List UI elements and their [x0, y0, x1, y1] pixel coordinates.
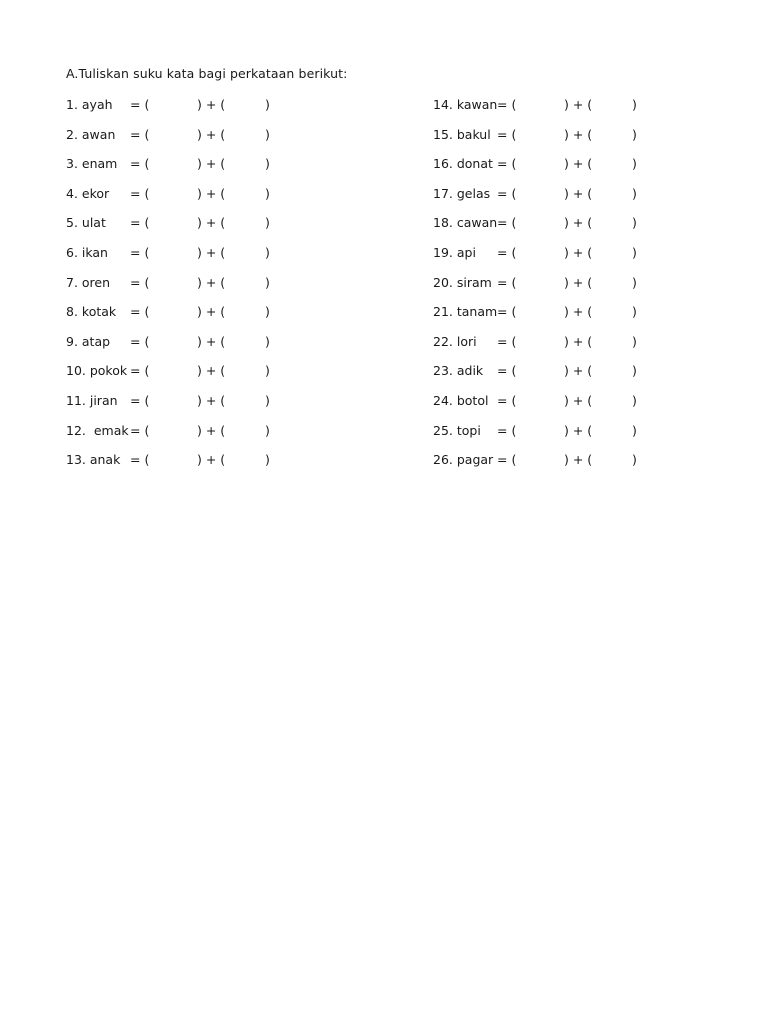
equals-open-paren: = (	[130, 97, 150, 112]
close-paren: )	[265, 304, 270, 320]
close-plus-open-paren: ) + (	[564, 392, 593, 408]
close-paren: )	[265, 333, 270, 349]
equals-open-paren: = (	[130, 274, 150, 290]
equals-open-paren: = (	[497, 304, 517, 320]
equals-open-paren: = (	[497, 156, 517, 172]
close-paren: )	[632, 333, 637, 349]
exercise-row	[433, 155, 673, 185]
close-plus-open-paren: ) + (	[197, 185, 226, 201]
exercise-word: 22. lori	[433, 333, 477, 349]
close-paren: )	[265, 274, 270, 290]
close-plus-open-paren: ) + (	[564, 126, 593, 142]
close-plus-open-paren: ) + (	[564, 363, 593, 379]
equals-open-paren: = (	[130, 422, 150, 438]
equals-open-paren: = (	[130, 452, 150, 468]
exercise-word: 15. bakul	[433, 126, 491, 142]
exercise-word: 9. atap	[66, 333, 111, 349]
close-paren: )	[265, 156, 270, 172]
equals-open-paren: = (	[497, 363, 517, 379]
equals-open-paren: = (	[497, 422, 517, 438]
equals-open-paren: = (	[130, 333, 150, 349]
equals-open-paren: = (	[130, 185, 150, 201]
exercise-word: 19. api	[433, 244, 476, 260]
equals-open-paren: = (	[130, 363, 150, 379]
close-plus-open-paren: ) + (	[197, 304, 226, 320]
close-paren: )	[632, 244, 637, 260]
equals-open-paren: = (	[130, 156, 150, 172]
exercise-row	[66, 244, 306, 274]
right-column	[433, 96, 673, 481]
close-plus-open-paren: ) + (	[197, 97, 226, 112]
close-plus-open-paren: ) + (	[564, 274, 593, 290]
instruction-heading: A.Tuliskan suku kata bagi perkataan berikut:	[66, 66, 348, 81]
exercise-word: 8. kotak	[66, 304, 117, 320]
close-paren: )	[632, 304, 637, 320]
exercise-row	[433, 303, 673, 333]
exercise-row	[433, 214, 673, 244]
close-plus-open-paren: ) + (	[197, 244, 226, 260]
exercise-row	[433, 392, 673, 422]
exercise-word: 2. awan	[66, 126, 116, 142]
equals-open-paren: = (	[497, 392, 517, 408]
close-paren: )	[632, 363, 637, 379]
exercise-word: 4. ekor	[66, 185, 110, 201]
close-paren: )	[265, 185, 270, 201]
exercise-word: 7. oren	[66, 274, 111, 290]
left-column	[66, 96, 306, 481]
close-plus-open-paren: ) + (	[564, 422, 593, 438]
exercise-row	[433, 333, 673, 363]
exercise-row	[66, 185, 306, 215]
exercise-word: 17. gelas	[433, 185, 491, 201]
exercise-row	[433, 451, 673, 481]
close-plus-open-paren: ) + (	[197, 333, 226, 349]
exercise-row	[66, 155, 306, 185]
exercise-row	[433, 96, 673, 126]
close-plus-open-paren: ) + (	[197, 156, 226, 172]
exercise-word: 3. enam	[66, 156, 118, 172]
close-plus-open-paren: ) + (	[564, 452, 593, 468]
exercise-word: 10. pokok	[66, 363, 128, 379]
equals-open-paren: = (	[497, 126, 517, 142]
close-plus-open-paren: ) + (	[564, 333, 593, 349]
close-plus-open-paren: ) + (	[564, 156, 593, 172]
exercise-row	[433, 244, 673, 274]
close-paren: )	[632, 156, 637, 172]
exercise-word: 26. pagar	[433, 452, 494, 468]
close-plus-open-paren: ) + (	[197, 126, 226, 142]
close-paren: )	[632, 126, 637, 142]
close-paren: )	[265, 126, 270, 142]
close-paren: )	[265, 244, 270, 260]
exercise-row	[66, 333, 306, 363]
equals-open-paren: = (	[130, 126, 150, 142]
close-paren: )	[265, 97, 270, 112]
close-plus-open-paren: ) + (	[564, 304, 593, 320]
exercise-row	[66, 126, 306, 156]
close-paren: )	[265, 363, 270, 379]
exercise-row	[66, 214, 306, 244]
exercise-row	[433, 422, 673, 452]
close-paren: )	[265, 392, 270, 408]
close-paren: )	[632, 185, 637, 201]
close-plus-open-paren: ) + (	[564, 244, 593, 260]
exercise-word: 23. adik	[433, 363, 484, 379]
equals-open-paren: = (	[497, 185, 517, 201]
equals-open-paren: = (	[497, 97, 517, 112]
equals-open-paren: = (	[497, 215, 517, 231]
exercise-word: 13. anak	[66, 452, 121, 468]
exercise-word: 20. siram	[433, 274, 492, 290]
close-paren: )	[265, 422, 270, 438]
exercise-word: 14. kawan	[433, 97, 498, 112]
exercise-word: 21. tanam	[433, 304, 498, 320]
equals-open-paren: = (	[497, 274, 517, 290]
close-plus-open-paren: ) + (	[197, 363, 226, 379]
close-paren: )	[632, 422, 637, 438]
close-plus-open-paren: ) + (	[197, 422, 226, 438]
close-plus-open-paren: ) + (	[197, 274, 226, 290]
exercise-row	[66, 303, 306, 333]
close-paren: )	[632, 274, 637, 290]
close-paren: )	[632, 215, 637, 231]
exercise-row	[433, 126, 673, 156]
exercise-word: 6. ikan	[66, 244, 108, 260]
close-plus-open-paren: ) + (	[197, 392, 226, 408]
close-plus-open-paren: ) + (	[197, 215, 226, 231]
close-plus-open-paren: ) + (	[564, 185, 593, 201]
equals-open-paren: = (	[130, 392, 150, 408]
close-paren: )	[265, 215, 270, 231]
close-paren: )	[632, 392, 637, 408]
exercise-row	[66, 422, 306, 452]
equals-open-paren: = (	[497, 452, 517, 468]
close-plus-open-paren: ) + (	[564, 215, 593, 231]
exercise-row	[66, 451, 306, 481]
exercise-word: 11. jiran	[66, 392, 118, 408]
equals-open-paren: = (	[130, 244, 150, 260]
equals-open-paren: = (	[497, 244, 517, 260]
equals-open-paren: = (	[130, 215, 150, 231]
exercise-word: 12. emak	[66, 422, 129, 438]
exercise-row	[66, 274, 306, 304]
equals-open-paren: = (	[130, 304, 150, 320]
exercise-word: 5. ulat	[66, 215, 106, 231]
exercise-word: 24. botol	[433, 392, 489, 408]
exercise-row	[433, 185, 673, 215]
exercise-word: 18. cawan	[433, 215, 498, 231]
close-paren: )	[632, 452, 637, 468]
exercise-row	[66, 392, 306, 422]
equals-open-paren: = (	[497, 333, 517, 349]
exercise-row	[433, 362, 673, 392]
close-plus-open-paren: ) + (	[197, 452, 226, 468]
close-paren: )	[632, 97, 637, 112]
exercise-word: 25. topi	[433, 422, 481, 438]
close-paren: )	[265, 452, 270, 468]
exercise-row	[433, 274, 673, 304]
exercise-word: 1. ayah	[66, 97, 113, 112]
close-plus-open-paren: ) + (	[564, 97, 593, 112]
exercise-row	[66, 362, 306, 392]
exercise-row	[66, 96, 306, 126]
exercise-word: 16. donat	[433, 156, 493, 172]
